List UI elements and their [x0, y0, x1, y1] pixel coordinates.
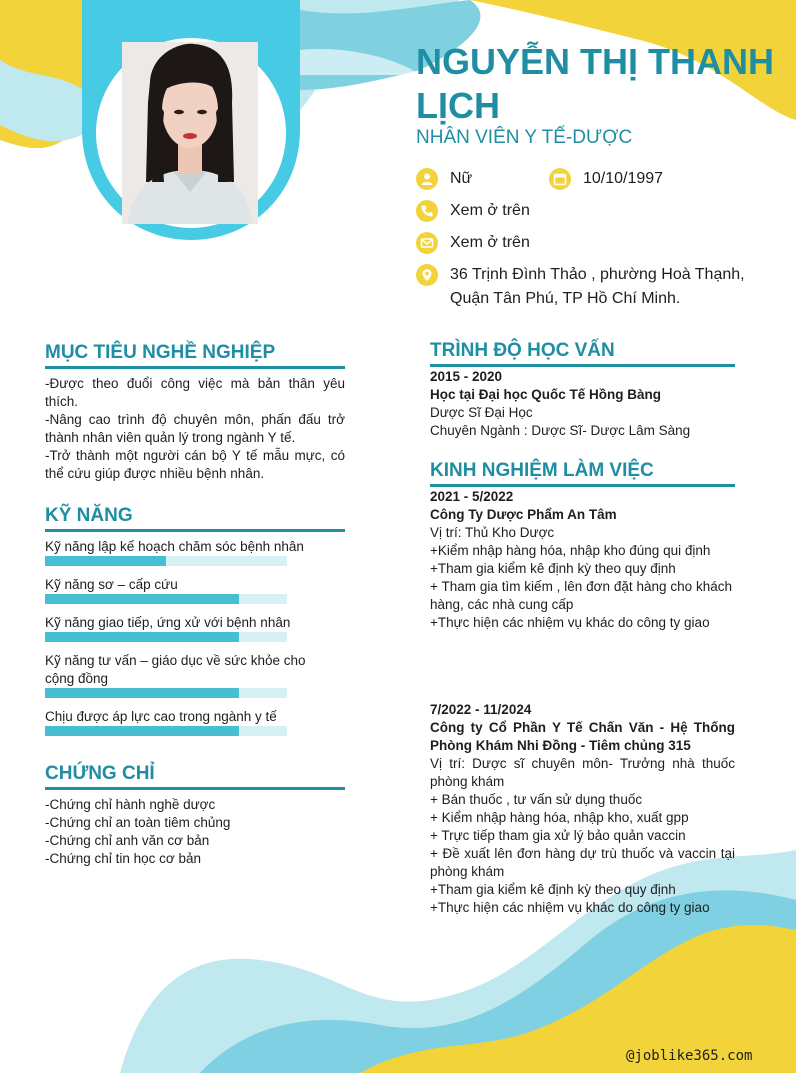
education-school: Học tại Đại học Quốc Tế Hồng Bàng: [430, 387, 662, 402]
experience-title: KINH NGHIỆM LÀM VIỆC: [430, 460, 735, 487]
skill-bar-fill: [45, 556, 166, 566]
job-line: +Thực hiện các nhiệm vụ khác do công ty giao: [430, 615, 710, 630]
skill-bar-fill: [45, 632, 239, 642]
skill-label: Kỹ năng giao tiếp, ứng xử với bệnh nhân: [45, 615, 291, 630]
education-period: 2015 - 2020: [430, 369, 503, 384]
email-text: Xem ở trên: [450, 234, 530, 251]
phone-text: Xem ở trên: [450, 202, 530, 219]
objective-line: -Nâng cao trình độ chuyên môn, phấn đấu trở thành nhân viên quản lý trong ngành Y tế.: [45, 412, 345, 445]
job-line: +Tham gia kiểm kê định kỳ theo quy định: [430, 561, 676, 576]
job-line: Vị trí: Dược sĩ chuyên môn- Trưởng nhà thuốc phòng khám: [430, 756, 735, 789]
address-line-1: 36 Trịnh Đình Thảo , phường Hoà Thạnh,: [450, 266, 745, 283]
email-icon: [416, 232, 438, 254]
job-period: 2021 - 5/2022: [430, 489, 514, 504]
job-entry: [430, 488, 732, 632]
education-title: TRÌNH ĐỘ HỌC VẤN: [430, 340, 735, 367]
objective-text: [45, 375, 345, 483]
job-entry: [430, 701, 735, 917]
address-line-2: Quận Tân Phú, TP Hồ Chí Minh.: [450, 290, 681, 307]
skill-bar: [45, 556, 287, 566]
birthdate-text: 10/10/1997: [583, 170, 664, 187]
job-company: Công ty Cổ Phần Y Tế Chấn Văn - Hệ Thống Phòng Khám Nhi Đồng - Tiêm chủng 315: [430, 720, 735, 753]
objective-line: -Trở thành một người cán bộ Y tế mẫu mực, có thể cứu giúp được nhiều bệnh nhân.: [45, 448, 345, 481]
skill-label: Kỹ năng tư vấn – giáo dục về sức khỏe cho cộng đồng: [45, 653, 306, 686]
education-major: Chuyên Ngành : Dược Sĩ- Dược Lâm Sàng: [430, 423, 691, 438]
job-line: Vị trí: Thủ Kho Dược: [430, 525, 555, 540]
job-line: + Tham gia tìm kiếm , lên đơn đặt hàng cho khách hàng, các nhà cung cấp: [430, 579, 732, 612]
certificates-title: CHỨNG CHỈ: [45, 763, 345, 790]
skill-bar-fill: [45, 726, 239, 736]
phone-icon: [416, 200, 438, 222]
skill-bar-fill: [45, 688, 239, 698]
job-line: +Thực hiện các nhiệm vụ khác do công ty giao: [430, 900, 710, 915]
skill-label: Chịu được áp lực cao trong ngành y tế: [45, 709, 277, 724]
job-period: 7/2022 - 11/2024: [430, 702, 532, 717]
skills-title: KỸ NĂNG: [45, 505, 345, 532]
skill-bar: [45, 594, 287, 604]
skill-bar: [45, 632, 287, 642]
gender-text: Nữ: [450, 170, 473, 187]
profile-photo: [122, 42, 258, 224]
address-text: [450, 263, 770, 311]
skill-label: Kỹ năng sơ – cấp cứu: [45, 577, 178, 592]
certificate-item: -Chứng chỉ hành nghề dược: [45, 797, 216, 812]
certificate-item: -Chứng chỉ tin học cơ bản: [45, 851, 201, 866]
certificate-item: -Chứng chỉ an toàn tiêm chủng: [45, 815, 231, 830]
skill-bar: [45, 688, 287, 698]
job-company: Công Ty Dược Phẩm An Tâm: [430, 507, 617, 522]
job-line: +Kiểm nhập hàng hóa, nhập kho đúng qui định: [430, 543, 711, 558]
job-line: + Kiểm nhập hàng hóa, nhập kho, xuất gpp: [430, 810, 689, 825]
education-block: [430, 368, 735, 440]
job-line: + Trực tiếp tham gia xử lý bảo quản vaccin: [430, 828, 686, 843]
skill-label: Kỹ năng lập kế hoạch chăm sóc bệnh nhân: [45, 539, 304, 554]
location-icon: [416, 264, 438, 286]
skill-bar-fill: [45, 594, 239, 604]
objective-line: -Được theo đuổi công việc mà bản thân yêu thích.: [45, 376, 345, 409]
calendar-icon: [549, 168, 571, 190]
job-line: + Đề xuất lên đơn hàng dự trù thuốc và vaccin tại phòng khám: [430, 846, 735, 879]
education-degree: Dược Sĩ Đại Học: [430, 405, 533, 420]
watermark-text: @joblike365.com: [626, 1048, 753, 1064]
candidate-name: NGUYỄN THỊ THANH LỊCH: [416, 41, 774, 126]
objective-title: MỤC TIÊU NGHỀ NGHIỆP: [45, 342, 345, 369]
job-title: NHÂN VIÊN Y TẾ-DƯỢC: [416, 127, 633, 148]
certificate-item: -Chứng chỉ anh văn cơ bản: [45, 833, 210, 848]
job-line: +Tham gia kiểm kê định kỳ theo quy định: [430, 882, 676, 897]
skill-bar: [45, 726, 287, 736]
job-line: + Bán thuốc , tư vấn sử dụng thuốc: [430, 792, 643, 807]
certificates-list: [45, 796, 345, 868]
user-icon: [416, 168, 438, 190]
